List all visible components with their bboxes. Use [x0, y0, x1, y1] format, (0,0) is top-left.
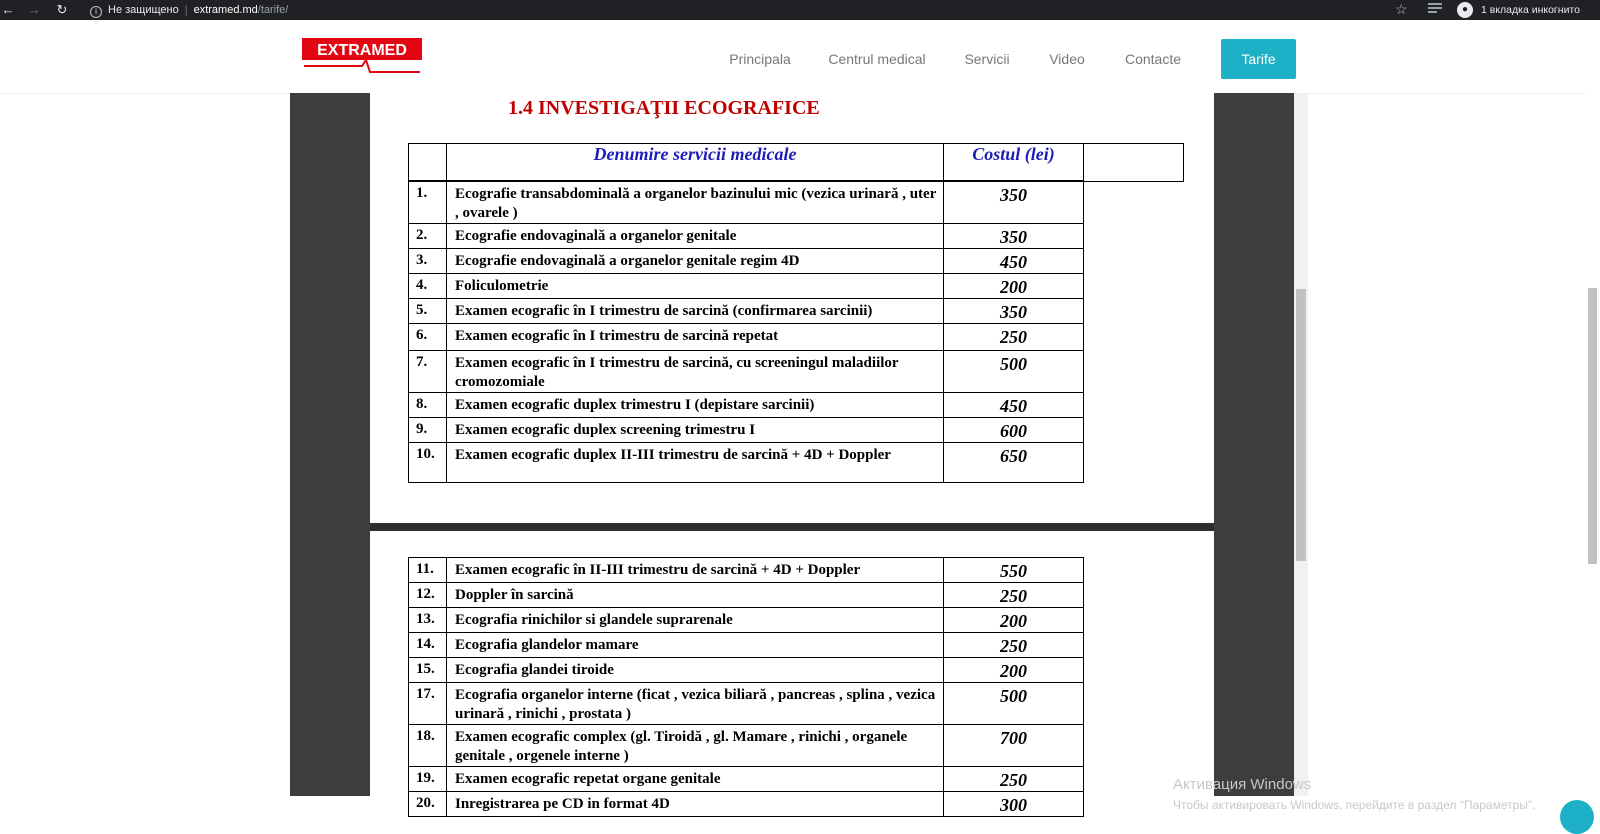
service-cost-cell: 500: [944, 683, 1084, 725]
menu-item-tarife[interactable]: Tarife: [1221, 39, 1296, 79]
security-label: Не защищено: [108, 4, 179, 16]
table-row: [409, 558, 1084, 583]
table-row: [409, 792, 1084, 817]
service-name-cell: Ecografia rinichilor si glandele suprarenale: [447, 608, 944, 633]
service-name-cell: Examen ecografic în I trimestru de sarcină repetat: [447, 324, 944, 351]
table-row: [409, 633, 1084, 658]
viewer-scrollbar-thumb[interactable]: [1296, 289, 1306, 561]
back-icon[interactable]: ←: [1, 2, 15, 17]
incognito-icon[interactable]: ●: [1457, 2, 1473, 18]
row-number-cell: 3.: [409, 249, 447, 274]
windows-activation-title: Активация Windows: [1173, 776, 1312, 793]
table-row: [409, 249, 1084, 274]
row-number-cell: 19.: [409, 767, 447, 792]
table-row: [409, 418, 1084, 443]
url-host: extramed.md: [193, 4, 258, 16]
pdf-page-1: [370, 93, 1214, 523]
service-cost-cell: 350: [944, 181, 1084, 224]
table-row: [409, 583, 1084, 608]
service-name-cell: Ecografia organelor interne (ficat , vezica biliară , pancreas , splina , vezica urinară , rinichi , prostata ): [447, 683, 944, 725]
service-name-cell: Examen ecografic duplex screening trimestru I: [447, 418, 944, 443]
row-number-cell: 14.: [409, 633, 447, 658]
windows-activation-subtitle: Чтобы активировать Windows, перейдите в раздел "Параметры".: [1173, 798, 1536, 812]
table-header-row: [409, 144, 1084, 182]
service-name-cell: Examen ecografic complex (gl. Tiroidă , gl. Mamare , rinichi , organele genitale , orgenele interne ): [447, 725, 944, 767]
service-cost-cell: 200: [944, 658, 1084, 683]
row-number-cell: 5.: [409, 299, 447, 324]
service-cost-cell: 250: [944, 767, 1084, 792]
table-row: [409, 274, 1084, 299]
service-name-cell: Examen ecografic repetat organe genitale: [447, 767, 944, 792]
url-path: /tarife/: [257, 4, 289, 16]
table-row: [409, 224, 1084, 249]
menu-item-servicii[interactable]: Servicii: [964, 51, 1010, 67]
row-number-cell: 9.: [409, 418, 447, 443]
service-cost-cell: 450: [944, 393, 1084, 418]
table-row: [409, 608, 1084, 633]
address-bar[interactable]: [82, 0, 1372, 20]
row-number-cell: 18.: [409, 725, 447, 767]
row-number-cell: 13.: [409, 608, 447, 633]
service-cost-cell: 450: [944, 249, 1084, 274]
service-name-cell: Inregistrarea pe CD in format 4D: [447, 792, 944, 817]
service-cost-cell: 650: [944, 443, 1084, 483]
row-number-cell: 17.: [409, 683, 447, 725]
service-cost-cell: 600: [944, 418, 1084, 443]
menu-item-centrul-medical[interactable]: Centrul medical: [828, 51, 926, 67]
table-row: [409, 393, 1084, 418]
table-row: [409, 299, 1084, 324]
service-name-cell: Ecografia glandelor mamare: [447, 633, 944, 658]
table-row: [409, 181, 1084, 224]
table-row: [409, 767, 1084, 792]
service-name-cell: Foliculometrie: [447, 274, 944, 299]
row-number-cell: 6.: [409, 324, 447, 351]
service-name-cell: Ecografie transabdominală a organelor bazinului mic (vezica urinară , uter , ovarele ): [447, 181, 944, 224]
service-name-cell: Examen ecografic în II-III trimestru de sarcină + 4D + Doppler: [447, 558, 944, 583]
row-number-cell: 20.: [409, 792, 447, 817]
service-cost-cell: 250: [944, 633, 1084, 658]
service-name-cell: Ecografie endovaginală a organelor genitale regim 4D: [447, 249, 944, 274]
info-icon[interactable]: i: [90, 6, 102, 18]
service-cost-cell: 350: [944, 299, 1084, 324]
menu-item-video[interactable]: Video: [1049, 51, 1085, 67]
menu-item-principala[interactable]: Principala: [729, 51, 791, 67]
row-number-cell: 8.: [409, 393, 447, 418]
service-name-cell: Examen ecografic duplex trimestru I (depistare sarcinii): [447, 393, 944, 418]
table-row: [409, 324, 1084, 351]
chat-widget-button[interactable]: [1560, 800, 1594, 834]
browser-toolbar: [0, 0, 1600, 20]
reading-list-icon[interactable]: [1428, 3, 1442, 17]
reload-icon[interactable]: ↻: [56, 2, 68, 17]
header-extension-cell: [1083, 143, 1184, 182]
row-number-cell: 10.: [409, 443, 447, 483]
viewer-scrollbar[interactable]: [1294, 93, 1308, 796]
table-row: [409, 658, 1084, 683]
row-number-cell: 2.: [409, 224, 447, 249]
section-title: 1.4 INVESTIGAŢII ECOGRAFICE: [508, 97, 820, 119]
tariff-table-page-2: [408, 557, 1084, 817]
header-name-cell: Denumire servicii medicale: [447, 144, 944, 182]
service-name-cell: Examen ecografic în I trimestru de sarcină (confirmarea sarcinii): [447, 299, 944, 324]
header-cost-cell: Costul (lei): [944, 144, 1084, 182]
service-cost-cell: 350: [944, 224, 1084, 249]
page-separator: [370, 523, 1214, 531]
page-scrollbar[interactable]: [1585, 24, 1600, 816]
table-row: [409, 683, 1084, 725]
incognito-label[interactable]: 1 вкладка инкогнито: [1481, 4, 1580, 16]
menu-item-contacte[interactable]: Contacte: [1124, 51, 1182, 67]
row-number-cell: 15.: [409, 658, 447, 683]
row-number-cell: 7.: [409, 351, 447, 393]
extramed-logo[interactable]: [302, 36, 422, 74]
service-cost-cell: 300: [944, 792, 1084, 817]
logo-text: EXTRAMED: [317, 42, 407, 59]
bookmark-star-icon[interactable]: ☆: [1395, 1, 1408, 17]
table-row: [409, 351, 1084, 393]
service-cost-cell: 700: [944, 725, 1084, 767]
row-number-cell: 11.: [409, 558, 447, 583]
row-number-cell: 1.: [409, 181, 447, 224]
table-row: [409, 725, 1084, 767]
service-name-cell: Examen ecografic în I trimestru de sarcină, cu screeningul maladiilor cromozomiale: [447, 351, 944, 393]
service-cost-cell: 500: [944, 351, 1084, 393]
service-cost-cell: 550: [944, 558, 1084, 583]
pdf-page-2: [370, 531, 1214, 831]
header-num-cell: [409, 144, 447, 182]
service-cost-cell: 250: [944, 324, 1084, 351]
address-separator: |: [184, 4, 188, 16]
page-scrollbar-thumb[interactable]: [1588, 288, 1597, 564]
service-name-cell: Ecografie endovaginală a organelor genitale: [447, 224, 944, 249]
service-name-cell: Ecografia glandei tiroide: [447, 658, 944, 683]
tariff-table-page-1: [408, 143, 1084, 483]
table-row: [409, 443, 1084, 483]
pdf-viewer[interactable]: [290, 93, 1294, 815]
forward-icon[interactable]: →: [27, 2, 41, 17]
service-name-cell: Examen ecografic duplex II-III trimestru de sarcină + 4D + Doppler: [447, 443, 944, 483]
row-number-cell: 12.: [409, 583, 447, 608]
service-cost-cell: 250: [944, 583, 1084, 608]
service-cost-cell: 200: [944, 608, 1084, 633]
site-header: [0, 20, 1600, 94]
service-name-cell: Doppler în sarcină: [447, 583, 944, 608]
row-number-cell: 4.: [409, 274, 447, 299]
service-cost-cell: 200: [944, 274, 1084, 299]
